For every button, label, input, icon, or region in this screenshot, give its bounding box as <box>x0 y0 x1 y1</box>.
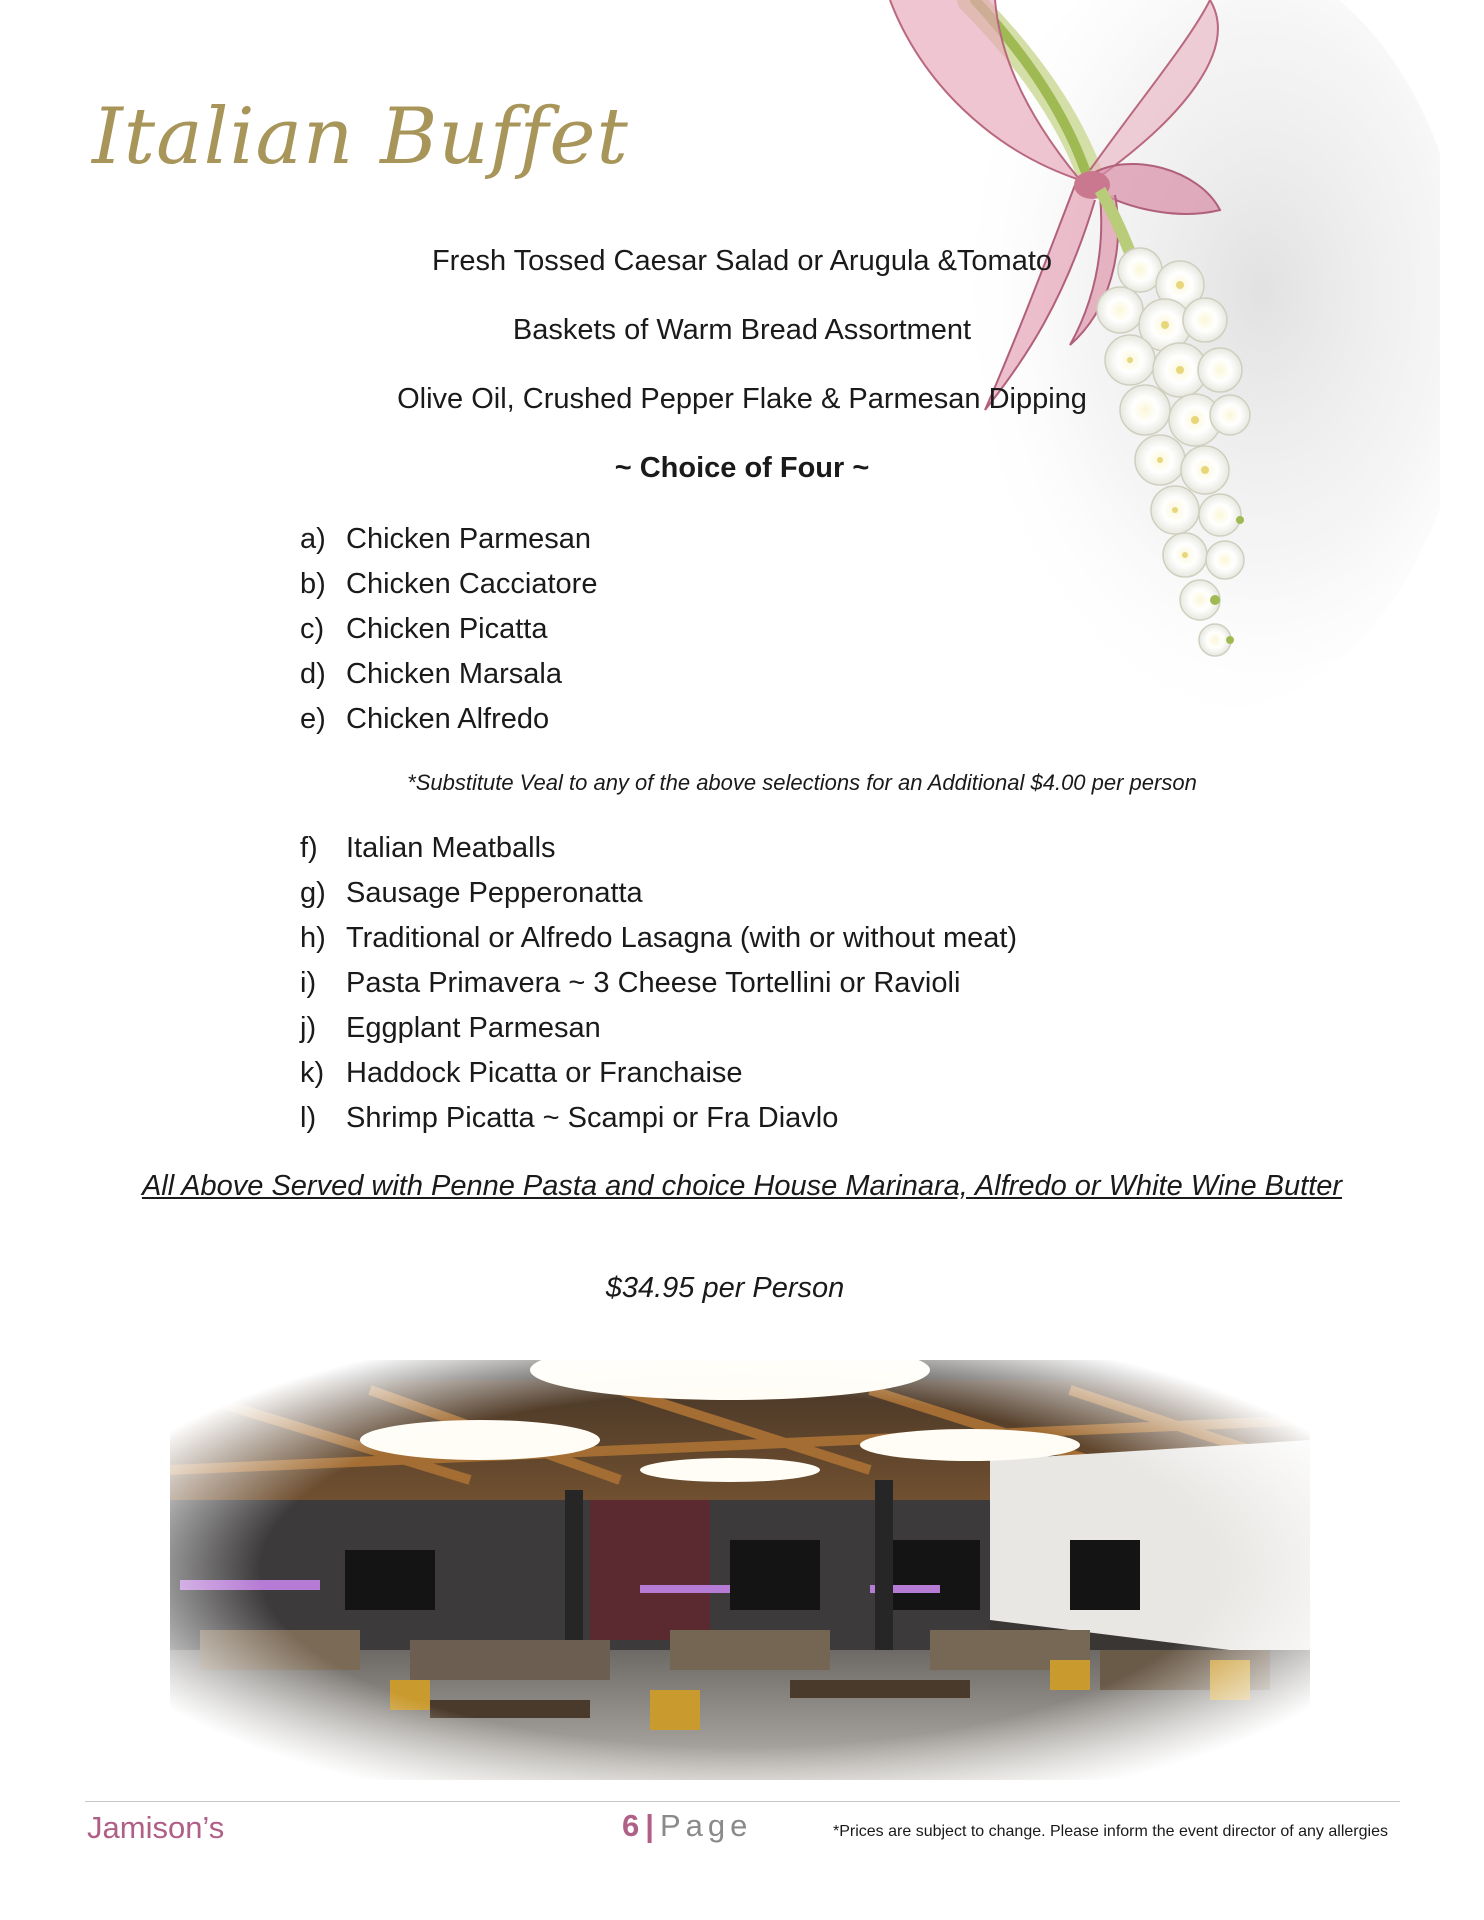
list-item <box>300 826 1017 871</box>
price-per-person: $34.95 per Person <box>605 1272 845 1304</box>
item-letter: d) <box>300 658 326 690</box>
dipping-line: Olive Oil, Crushed Pepper Flake & Parmesan Dipping <box>397 383 1087 415</box>
page-number-value: 6 <box>622 1808 640 1843</box>
list-item <box>300 697 597 742</box>
served-with-line: All Above Served with Penne Pasta and choice House Marinara, Alfredo or White Wine Butter <box>141 1170 1343 1202</box>
list-item <box>300 607 597 652</box>
item-letter: k) <box>300 1057 325 1089</box>
item-name: Chicken Parmesan <box>346 523 591 555</box>
page-word: Page <box>659 1808 753 1843</box>
item-letter: e) <box>300 703 326 735</box>
substitute-note-text: *Substitute Veal to any of the above selections for an Additional $4.00 per person <box>407 770 1197 795</box>
item-name: Chicken Marsala <box>346 658 562 690</box>
item-name: Chicken Picatta <box>346 613 548 645</box>
footer-note: *Prices are subject to change. Please inform the event director of any allergies <box>833 1823 1388 1840</box>
page-separator: | <box>645 1808 654 1843</box>
entree-menu-list <box>300 826 1017 1141</box>
item-name: Italian Meatballs <box>346 832 556 864</box>
item-letter: b) <box>300 568 326 600</box>
item-name: Haddock Picatta or Franchaise <box>346 1057 743 1089</box>
item-letter: g) <box>300 877 326 909</box>
item-letter: j) <box>300 1012 317 1044</box>
footer-divider <box>85 1801 1400 1802</box>
list-item <box>300 871 1017 916</box>
list-item <box>300 1051 1017 1096</box>
item-letter: h) <box>300 922 326 954</box>
page-title: Italian Buffet <box>92 92 629 182</box>
restaurant-photo <box>170 1360 1310 1780</box>
footer-brand: Jamison’s <box>87 1810 225 1845</box>
item-letter: c) <box>300 613 325 645</box>
item-name: Eggplant Parmesan <box>346 1012 601 1044</box>
item-name: Sausage Pepperonatta <box>346 877 643 909</box>
item-letter: l) <box>300 1102 317 1134</box>
item-name: Chicken Cacciatore <box>346 568 598 600</box>
page-number <box>622 1808 752 1844</box>
item-letter: f) <box>300 832 318 864</box>
item-name: Chicken Alfredo <box>346 703 550 735</box>
item-name: Pasta Primavera ~ 3 Cheese Tortellini or Ravioli <box>346 967 961 999</box>
list-item <box>300 961 1017 1006</box>
list-item <box>300 562 597 607</box>
item-name: Shrimp Picatta ~ Scampi or Fra Diavlo <box>346 1102 839 1134</box>
choice-heading: ~ Choice of Four ~ <box>614 452 870 484</box>
item-name: Traditional or Alfredo Lasagna (with or without meat) <box>346 922 1018 954</box>
list-item <box>300 1096 1017 1141</box>
bread-line: Baskets of Warm Bread Assortment <box>512 314 972 346</box>
substitute-note <box>0 770 1484 796</box>
list-item <box>300 517 597 562</box>
item-letter: a) <box>300 523 326 555</box>
list-item <box>300 652 597 697</box>
flower-ribbon-decoration <box>880 0 1440 720</box>
item-letter: i) <box>300 967 317 999</box>
chicken-menu-list <box>300 517 597 742</box>
salad-line: Fresh Tossed Caesar Salad or Arugula &Tomato <box>431 245 1053 277</box>
list-item <box>300 916 1017 961</box>
list-item <box>300 1006 1017 1051</box>
